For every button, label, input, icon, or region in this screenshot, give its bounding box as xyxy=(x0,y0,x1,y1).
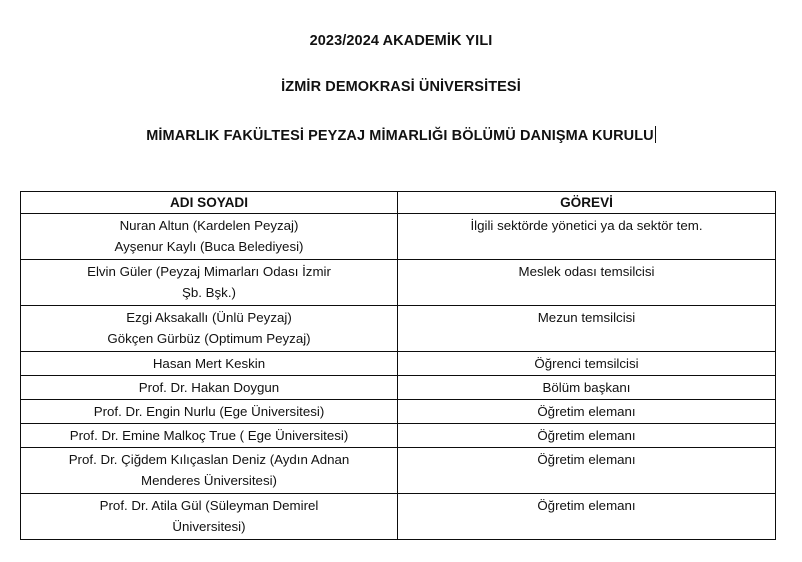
cell-role-line: Öğretim elemanı xyxy=(537,428,636,443)
cell-name-line: Prof. Dr. Çiğdem Kılıçaslan Deniz (Aydın Adnan xyxy=(68,452,350,467)
cell-role xyxy=(398,448,776,494)
heading-department-council xyxy=(0,126,802,144)
heading-university xyxy=(0,80,802,95)
table-row xyxy=(21,214,776,260)
cell-name-line: Hasan Mert Keskin xyxy=(152,356,266,371)
cell-name-line: Ezgi Aksakallı (Ünlü Peyzaj) xyxy=(126,310,292,325)
cell-name-line: Prof. Dr. Atila Gül (Süleyman Demirel xyxy=(99,498,319,513)
table-row xyxy=(21,424,776,448)
heading-university-text: İZMİR DEMOKRASİ ÜNİVERSİTESİ xyxy=(281,78,521,95)
heading-department-council-text: MİMARLIK FAKÜLTESİ PEYZAJ MİMARLIĞI BÖLÜMÜ DANIŞMA KURULU xyxy=(146,128,654,144)
cell-name-line: Gökçen Gürbüz (Optimum Peyzaj) xyxy=(107,331,311,346)
text-caret xyxy=(655,126,656,143)
cell-name-line: Elvin Güler (Peyzaj Mimarları Odası İzmir xyxy=(87,264,331,279)
cell-name xyxy=(21,424,398,448)
cell-role-line: İlgili sektörde yönetici ya da sektör tem. xyxy=(470,218,703,233)
column-header-role: GÖREVİ xyxy=(398,192,776,214)
table-row xyxy=(21,400,776,424)
cell-role xyxy=(398,400,776,424)
cell-name xyxy=(21,214,398,260)
cell-name xyxy=(21,448,398,494)
council-table-container xyxy=(20,191,775,540)
cell-name xyxy=(21,260,398,306)
cell-role xyxy=(398,352,776,376)
cell-role-line: Meslek odası temsilcisi xyxy=(518,264,655,279)
cell-name xyxy=(21,352,398,376)
cell-role xyxy=(398,306,776,352)
cell-name-line: Prof. Dr. Hakan Doygun xyxy=(138,380,280,395)
cell-role-line: Öğretim elemanı xyxy=(537,452,636,467)
table-header-row xyxy=(21,192,776,214)
cell-name-line: Prof. Dr. Emine Malkoç True ( Ege Üniversitesi) xyxy=(69,428,349,443)
cell-name xyxy=(21,376,398,400)
cell-name xyxy=(21,400,398,424)
cell-role xyxy=(398,424,776,448)
table-row xyxy=(21,376,776,400)
cell-name-line: Menderes Üniversitesi) xyxy=(141,473,277,488)
cell-role-line: Bölüm başkanı xyxy=(542,380,631,395)
cell-name-line: Ayşenur Kaylı (Buca Belediyesi) xyxy=(114,239,304,254)
table-row xyxy=(21,448,776,494)
cell-role xyxy=(398,214,776,260)
cell-role-line: Öğrenci temsilcisi xyxy=(534,356,639,371)
cell-name xyxy=(21,494,398,540)
cell-name-line: Prof. Dr. Engin Nurlu (Ege Üniversitesi) xyxy=(93,404,325,419)
cell-name xyxy=(21,306,398,352)
cell-role-line: Öğretim elemanı xyxy=(537,498,636,513)
table-row xyxy=(21,260,776,306)
cell-role-line: Mezun temsilcisi xyxy=(537,310,636,325)
table-row xyxy=(21,494,776,540)
cell-role-line: Öğretim elemanı xyxy=(537,404,636,419)
table-body xyxy=(21,214,776,540)
cell-name-line: Şb. Bşk.) xyxy=(182,285,236,300)
cell-name-line: Nuran Altun (Kardelen Peyzaj) xyxy=(119,218,299,233)
cell-name-line: Üniversitesi) xyxy=(172,519,246,534)
document-headings xyxy=(0,0,802,144)
table-row xyxy=(21,352,776,376)
heading-academic-year: 2023/2024 AKADEMİK YILI xyxy=(309,33,493,49)
cell-role xyxy=(398,494,776,540)
cell-role xyxy=(398,376,776,400)
column-header-name: ADI SOYADI xyxy=(21,192,398,214)
cell-role xyxy=(398,260,776,306)
table-row xyxy=(21,306,776,352)
table-header xyxy=(21,192,776,214)
council-table xyxy=(20,191,776,540)
